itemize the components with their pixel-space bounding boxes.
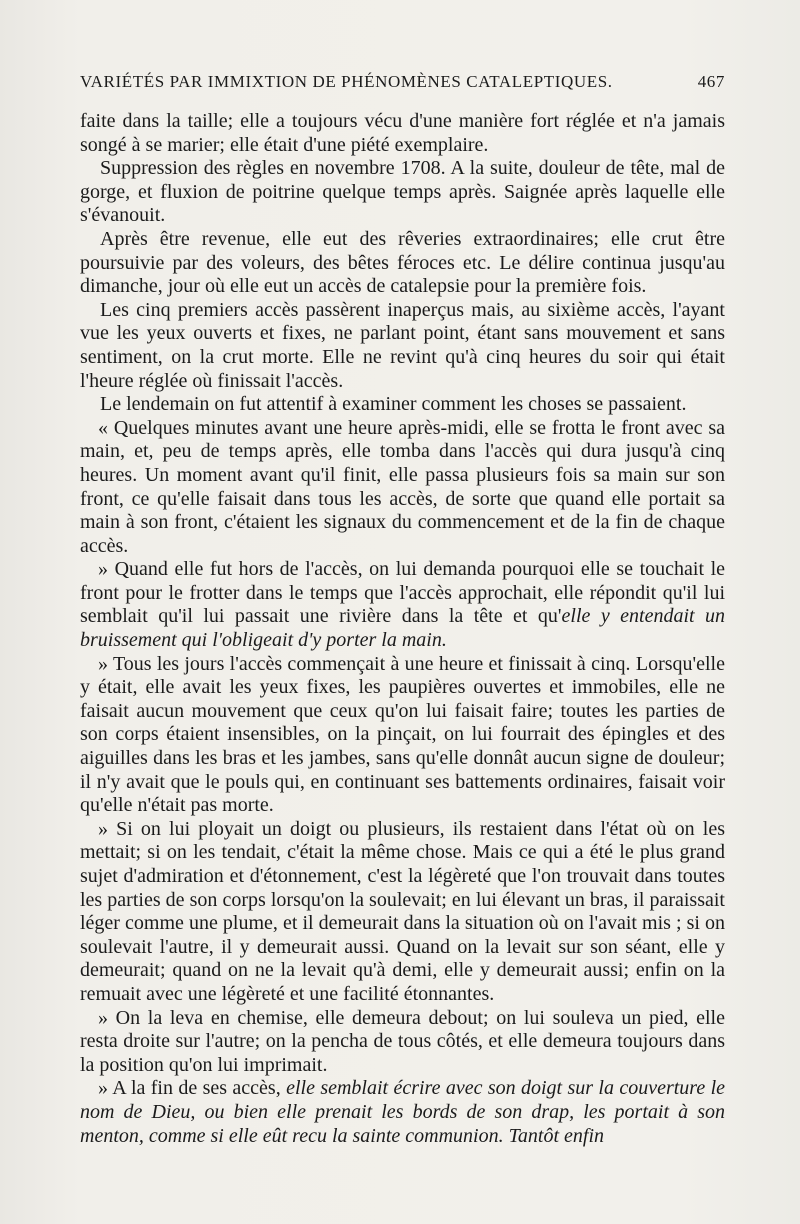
- paragraph-11: » A la fin de ses accès, elle semblait écrire avec son doigt sur la couverture le nom de Dieu, ou bien elle prenait les bords de son drap, les portait à son menton, comme si elle eût recu la sainte communion. Tantôt enfin: [80, 1077, 726, 1147]
- paragraph-10: » On la leva en chemise, elle demeura debout; on lui souleva un pied, elle resta droite sur l'autre; on la pencha de tous côtés, et elle demeura toujours dans la position qu'on lui imprimait.: [80, 1006, 725, 1076]
- paragraph-3: Après être revenue, elle eut des rêveries extraordinaires; elle crut être poursuivie par des voleurs, des bêtes féroces etc. Le délire continua jusqu'au dimanche, jour où elle eut un accès de catalepsie pour la première fois.: [80, 227, 725, 298]
- paragraph-5: Le lendemain on fut attentif à examiner comment les choses se passaient.: [100, 393, 687, 416]
- paragraph-2: Suppression des règles en novembre 1708. A la suite, douleur de tête, mal de gorge, et fluxion de poitrine quelque temps après. Saignée après laquelle elle s'évanouit.: [80, 157, 725, 227]
- running-title: VARIÉTÉS PAR IMMIXTION DE PHÉNOMÈNES CATALEPTIQUES.: [80, 72, 613, 91]
- paragraph-7: » Quand elle fut hors de l'accès, on lui demanda pourquoi elle se touchait le front pour le frotter dans le temps que l'accès approchait, elle répondit qu'il lui semblait qu'il lui passait une rivière dans la tête et qu'elle y entendait un bruissement qui l'obligeait d'y porter la main.: [80, 558, 726, 652]
- paragraph-9: » Si on lui ployait un doigt ou plusieurs, ils restaient dans l'état où on les mettait; si on les tendait, c'était la même chose. Mais ce qui a été le plus grand sujet d'admiration et d'étonnement, c'est la légèreté que l'on trouvait dans toutes les parties de son corps lorsqu'on la soulevait; en lui élevant un bras, il paraissait léger comme une plume, et il demeurait dans la situation où on l'avait mis ; si on soulevait l'autre, il y demeurait aussi. Quand on la levait sur son séant, elle y demeurait; quand on ne la levait qu'à demi, elle y demeurait aussi; enfin on la remuait avec une légèreté et une facilité étonnantes.: [80, 817, 725, 1005]
- paragraph-1: faite dans la taille; elle a toujours vécu d'une manière fort réglée et n'a jamais songé à se marier; elle était d'une piété exemplaire.: [80, 110, 725, 156]
- page-number: 467: [697, 72, 725, 91]
- paragraph-6: « Quelques minutes avant une heure après-midi, elle se frotta le front avec sa main, et, peu de temps après, elle tomba dans l'accès qui dura jusqu'à cinq heures. Un moment avant qu'il finit, elle passa plusieurs fois sa main sur son front, ce qu'elle faisait dans tous les accès, de sorte que quand elle portait sa main à son front, c'étaient les signaux du commencement et de la fin de chaque accès.: [80, 416, 725, 557]
- paragraph-11-italic: elle semblait écrire avec son doigt sur la couverture le nom de Dieu, ou bien elle prenait les bords de son drap, les portait à son menton, comme si elle eût recu la sainte communion. Tantôt enfin: [80, 1077, 726, 1147]
- body-text: [80, 110, 725, 1148]
- paragraph-4: Les cinq premiers accès passèrent inaperçus mais, au sixième accès, l'ayant vue les yeux ouverts et fixes, ne parlant point, étant sans mouvement et sans sentiment, on la crut morte. Elle ne revint qu'à cinq heures du soir qui était l'heure réglée où finissait l'accès.: [80, 298, 725, 392]
- paragraph-8: » Tous les jours l'accès commençait à une heure et finissait à cinq. Lorsqu'elle y était, elle avait les yeux fixes, les paupières ouvertes et immobiles, elle ne faisait aucun mouvement que ceux qu'on lui faisait faire; toutes les parties de son corps étaient insensibles, on la pinçait, on lui fourrait des épingles et des aiguilles dans les bras et les jambes, sans qu'elle donnât aucun signe de douleur; il n'y avait que le pouls qui, en continuant ses battements ordinaires, faisait voir qu'elle n'était pas morte.: [80, 652, 725, 817]
- paragraph-7-italic: elle y entendait un bruissement qui l'obligeait d'y porter la main.: [80, 605, 726, 652]
- running-header: [80, 72, 725, 92]
